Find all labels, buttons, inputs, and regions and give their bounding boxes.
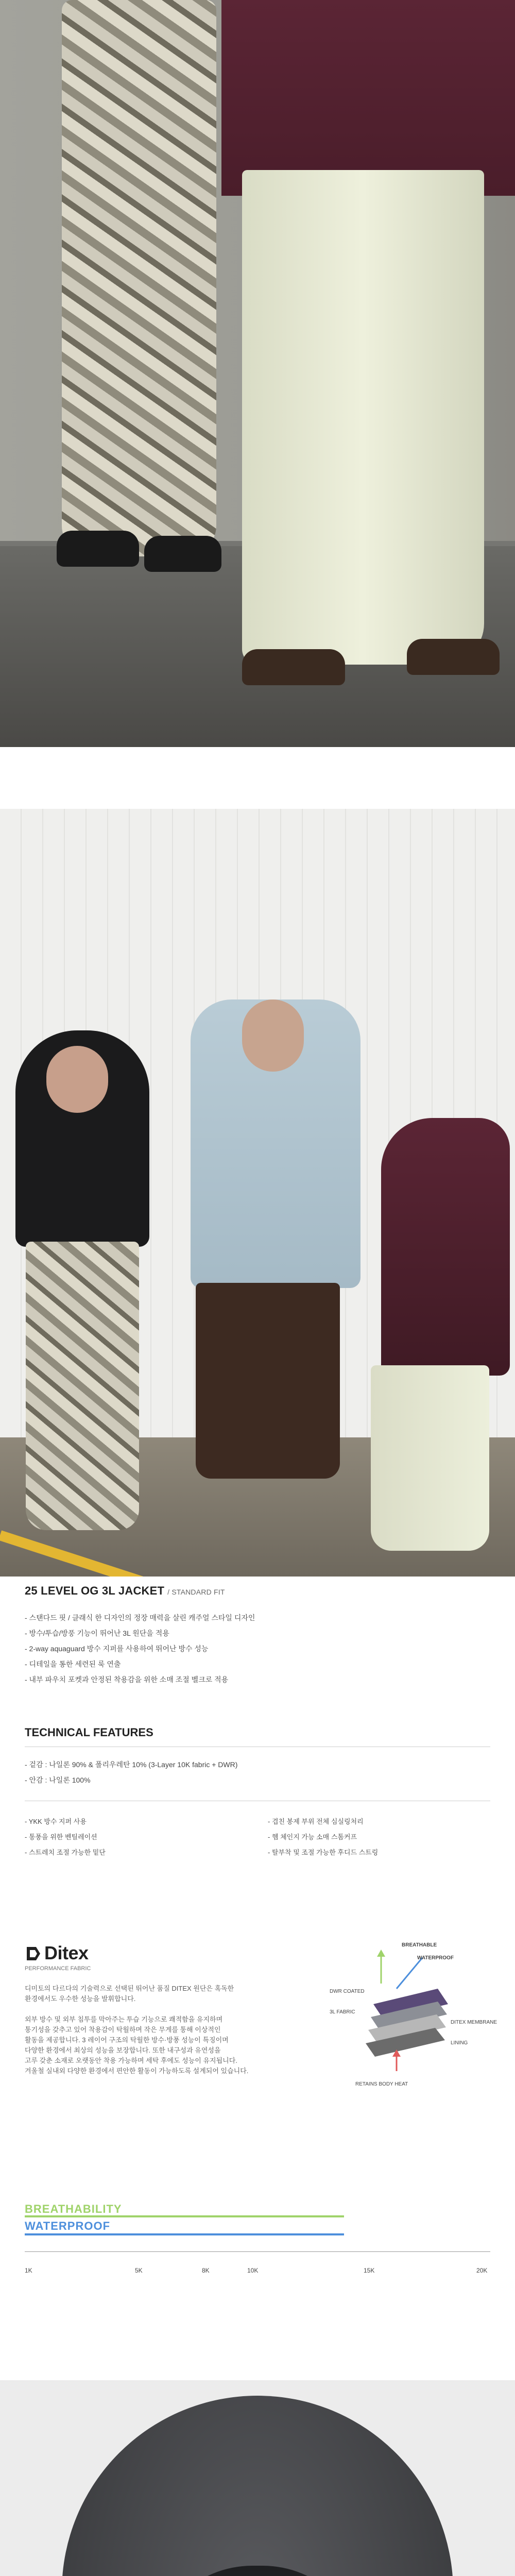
description-line-2: - 방수/투습/방풍 기능이 뛰어난 3L 원단을 적용	[25, 1629, 169, 1637]
ditex-body-4: 외부 방수 및 외부 침투를 막아주는 투습 기능으로 쾌적함을 유지하며	[25, 2015, 223, 2023]
description-line-4: - 디테일을 통한 세련된 룩 연출	[25, 1660, 121, 1668]
material-outer: - 겉감 : 나일론 90% & 폴리우레탄 10% (3-Layer 10K fabric + DWR)	[25, 1760, 238, 1769]
ditex-body-2: 환경에서도 우수한 성능을 발휘합니다.	[25, 1995, 136, 2003]
ditex-body-5: 통기성을 갖추고 있어 착용감이 탁월하며 작은 무게를 통해 이상적인	[25, 2026, 221, 2033]
ditex-logo: Ditex	[25, 1942, 89, 1964]
tick-20k: 20K	[476, 2267, 488, 2274]
feature-right-2: - 헴 체인지 가능 소매 스톰커프	[268, 1833, 357, 1841]
tick-10k: 10K	[247, 2267, 259, 2274]
technical-features-heading: TECHNICAL FEATURES	[25, 1726, 153, 1739]
tick-15k: 15K	[364, 2267, 375, 2274]
ditex-mark-icon	[25, 1945, 42, 1962]
product-title: 25 LEVEL OG 3L JACKET / STANDARD FIT	[25, 1584, 225, 1597]
label-waterproof: WATERPROOF	[417, 1955, 454, 1961]
tick-8k: 8K	[202, 2267, 210, 2274]
lookbook-photo-group	[0, 809, 515, 1577]
feature-right-3: - 탈부착 및 조절 가능한 후디드 스트링	[268, 1849, 379, 1856]
lookbook-photo-street-pants	[0, 0, 515, 747]
ditex-tagline: PERFORMANCE FABRIC	[25, 1965, 91, 1972]
feature-left-3: - 스트레치 조절 가능한 밑단	[25, 1849, 106, 1856]
description-line-3: - 2-way aquaguard 방수 지퍼를 사용하여 뛰어난 방수 성능	[25, 1645, 209, 1653]
feature-right-1: - 겹친 봉제 부위 전체 심실링처리	[268, 1818, 364, 1825]
label-lining: LINING	[451, 2040, 468, 2046]
label-membrane: DITEX MEMBRANE	[451, 2020, 497, 2025]
waterproof-arrow-icon	[397, 1958, 422, 1989]
material-lining: - 안감 : 나일론 100%	[25, 1776, 91, 1784]
ditex-body-7: 다양한 환경에서 최상의 성능을 보장합니다. 또한 내구성과 유연성을	[25, 2046, 221, 2054]
label-fabric: 3L FABRIC	[330, 2009, 355, 2015]
description-line-5: - 내부 파우치 포켓과 안정된 착용감을 위한 소매 조절 벨크로 적용	[25, 1675, 229, 1684]
product-fit: / STANDARD FIT	[167, 1588, 225, 1596]
ditex-body-9: 겨울철 실내외 다양한 환경에서 편안한 활동이 가능하도록 설계되어 있습니다.	[25, 2067, 249, 2075]
label-breathable: BREATHABLE	[402, 1942, 437, 1948]
ditex-body-1: 디미토의 다르다의 기술력으로 선택된 뛰어난 품질 DITEX 원단은 혹독한	[25, 1985, 234, 1992]
breathability-label: BREATHABILITY	[25, 2202, 122, 2215]
tick-5k: 5K	[135, 2267, 143, 2274]
label-body-heat: RETAINS BODY HEAT	[355, 2081, 408, 2087]
scale-axis	[25, 2251, 490, 2252]
description-line-1: - 스탠다드 핏 / 클래식 한 디자인의 정장 매력을 살린 캐주얼 스타일 디자인	[25, 1614, 255, 1622]
ditex-body-6: 활동을 제공합니다. 3 레이어 구조의 탁월한 방수·방풍 성능이 특징이며	[25, 2036, 229, 2044]
feature-left-2: - 통풍을 위한 벤틸레이션	[25, 1833, 97, 1841]
ditex-body-8: 고루 갖춘 소재로 오랫동안 착용 가능하며 세탁 후에도 성능이 유지됩니다.	[25, 2057, 237, 2064]
feature-left-1: - YKK 방수 지퍼 사용	[25, 1818, 87, 1825]
waterproof-label: WATERPROOF	[25, 2219, 111, 2232]
breathability-bar	[25, 2215, 344, 2217]
label-dwr: DWR COATED	[330, 1989, 365, 1994]
waterproof-bar	[25, 2233, 344, 2235]
tick-1k: 1K	[25, 2267, 32, 2274]
product-detail-hood	[0, 2380, 515, 2576]
